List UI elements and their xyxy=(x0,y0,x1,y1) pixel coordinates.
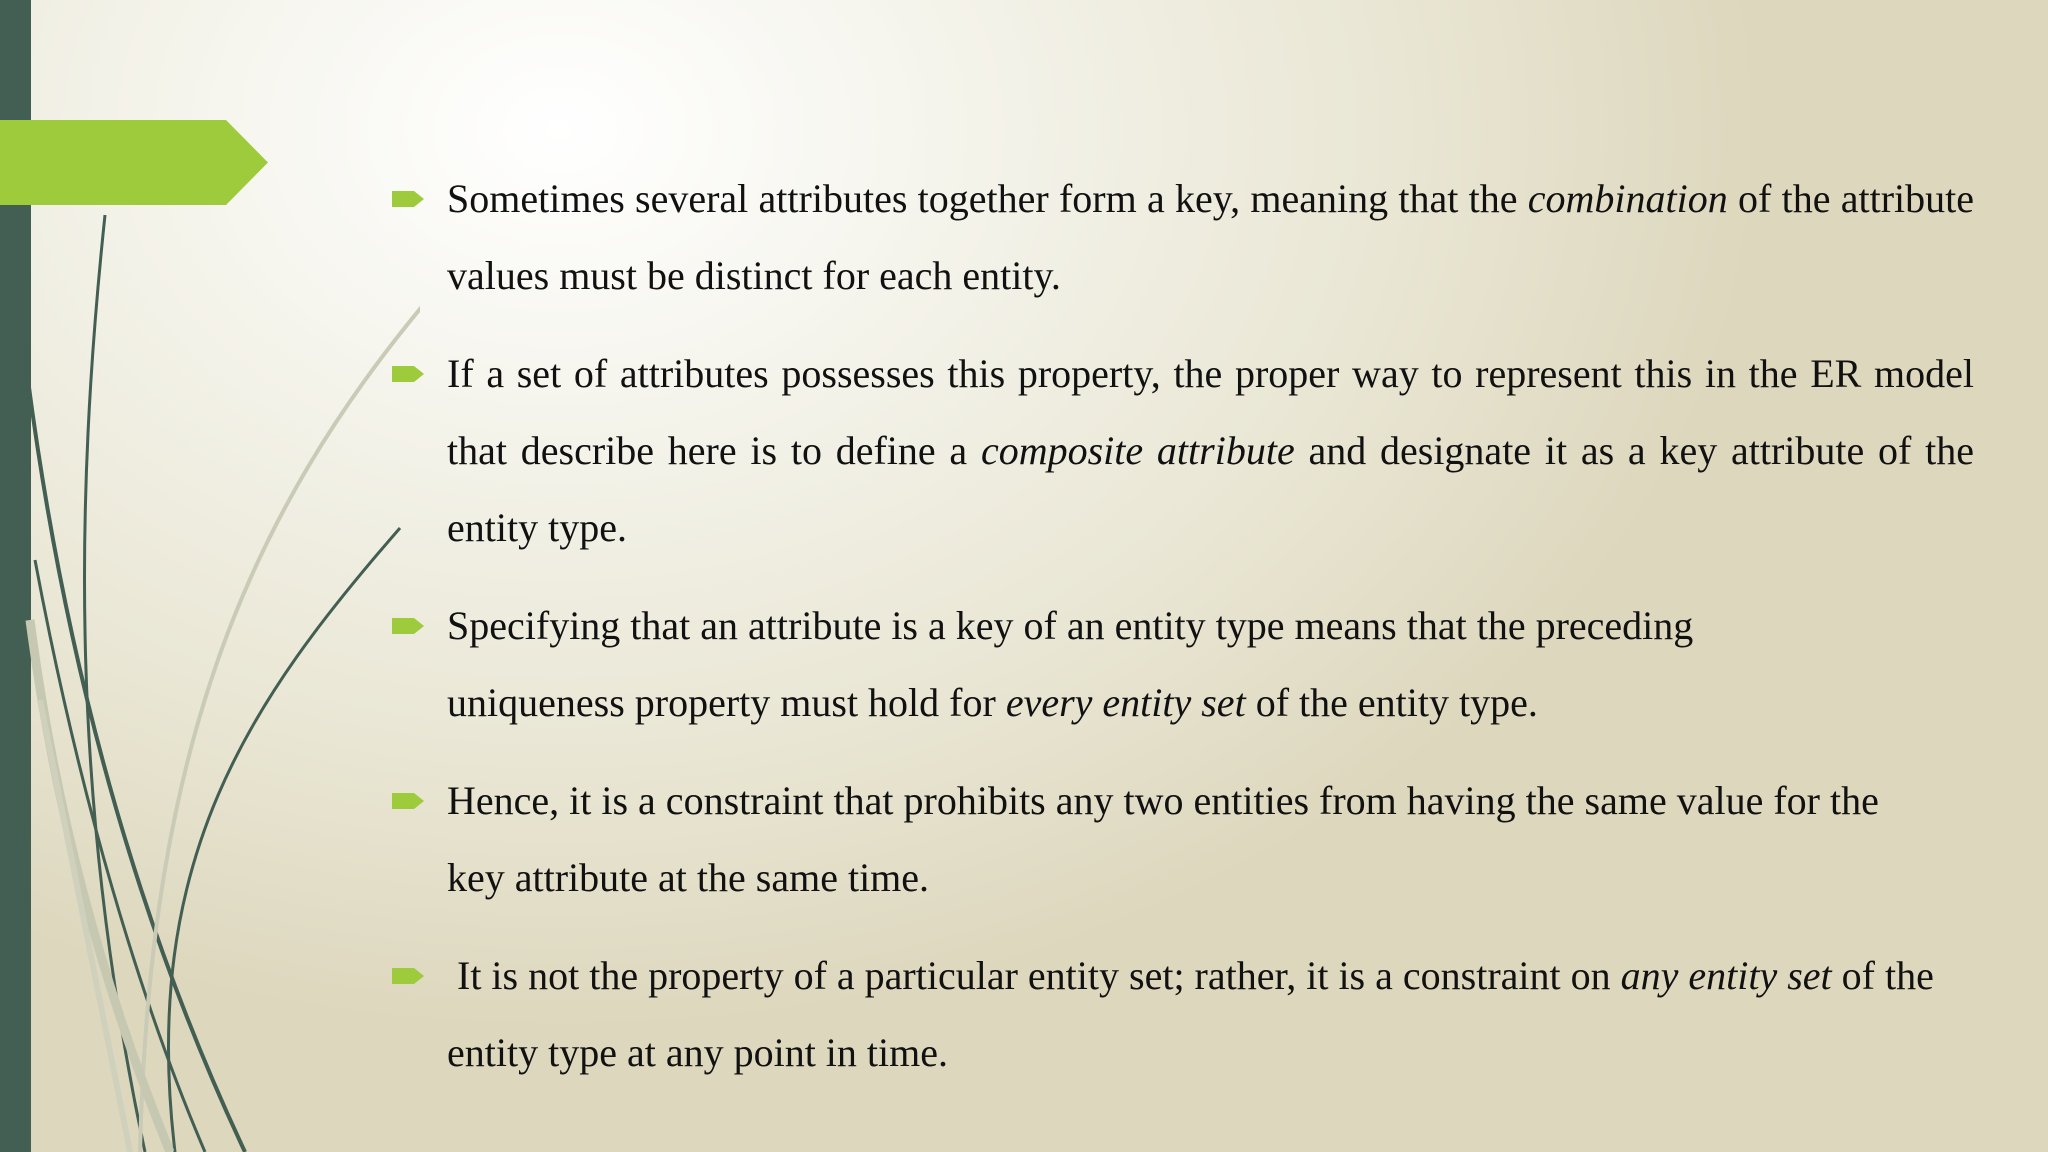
bullet-emphasis: combination xyxy=(1527,176,1728,221)
bullet-emphasis: every entity set xyxy=(1005,680,1246,725)
bullet-text: It is not the property of a particular entity set; rather, it is a constraint on any entity set of the entity type at any point in time. xyxy=(447,953,1944,1075)
arrow-bullet-icon xyxy=(392,335,447,413)
green-title-tab xyxy=(0,120,268,205)
arrow-bullet-icon xyxy=(392,160,447,238)
bullet-list xyxy=(392,160,1974,1112)
bullet-text: Hence, it is a constraint that prohibits any two entities from having the same value for the key attribute at the same time. xyxy=(447,778,1879,900)
bullet-emphasis: composite attribute xyxy=(980,428,1295,473)
arrow-bullet-icon xyxy=(392,937,447,1015)
bullet-text: If a set of attributes possesses this property, the proper way to represent this in the ER model that describe here is to define a composite attribute and designate it as a key attribute of the entity type. xyxy=(447,351,1974,550)
bullet-item xyxy=(392,160,1974,314)
bullet-text: Specifying that an attribute is a key of an entity type means that the preceding uniqueness property must hold for every entity set of the entity type. xyxy=(447,603,1694,725)
bullet-item xyxy=(392,937,1974,1091)
arrow-bullet-icon xyxy=(392,587,447,665)
bullet-item xyxy=(392,335,1974,566)
bullet-emphasis: any entity set xyxy=(1620,953,1832,998)
bullet-text: Sometimes several attributes together form a key, meaning that the combination of the attribute values must be distinct for each entity. xyxy=(447,176,1975,298)
bullet-item xyxy=(392,762,1974,916)
bullet-item xyxy=(392,587,1974,741)
arrow-bullet-icon xyxy=(392,762,447,840)
